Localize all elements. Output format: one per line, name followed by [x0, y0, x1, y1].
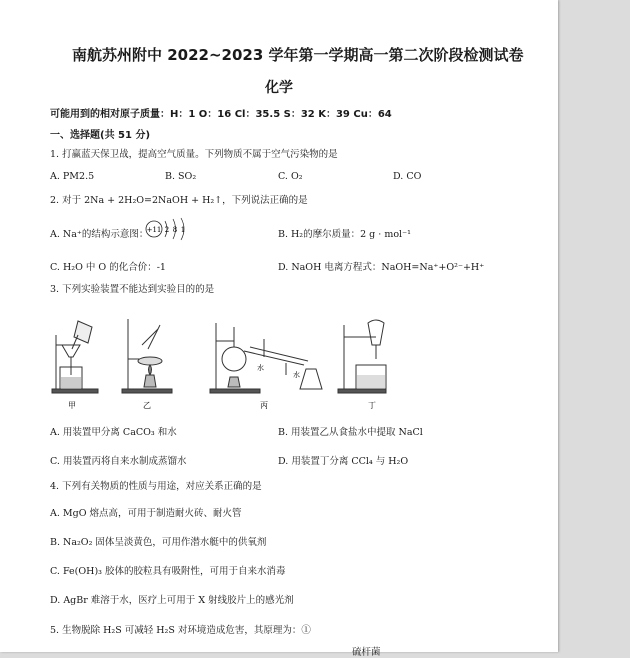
question-3-stem: 3. 下列实验装置不能达到实验目的的是: [50, 284, 215, 295]
question-2-option-d: D. NaOH 电离方程式：NaOH=Na⁺+O²⁻+H⁺: [278, 262, 485, 273]
question-2-option-c: C. H₂O 中 O 的化合价：-1: [50, 262, 166, 273]
shell-electrons-2: 8: [172, 226, 178, 234]
apparatus-jia: [52, 321, 98, 393]
water-label-2: 水: [293, 371, 300, 379]
shell-electrons-3: 1: [180, 226, 186, 234]
lab-apparatus-figure: [50, 305, 390, 413]
question-3-option-b: B. 用装置乙从食盐水中提取 NaCl: [278, 427, 423, 438]
question-1-option-a: A. PM2.5: [50, 171, 95, 182]
section-heading: 一、选择题(共 51 分): [50, 130, 151, 141]
question-1-option-c: C. O₂: [278, 171, 303, 182]
label-jia: 甲: [68, 401, 76, 410]
question-4-stem: 4. 下列有关物质的性质与用途，对应关系正确的是: [50, 481, 262, 492]
question-2-option-b: B. H₂的摩尔质量：2 g · mol⁻¹: [278, 229, 411, 240]
question-3-option-d: D. 用装置丁分离 CCl₄ 与 H₂O: [278, 456, 409, 467]
apparatus-bing: [210, 323, 322, 393]
question-1-option-b: B. SO₂: [165, 171, 197, 182]
question-4-option-c: C. Fe(OH)₃ 胶体的胶粒具有吸附性，可用于自来水消毒: [50, 566, 286, 577]
question-3-option-c: C. 用装置丙将自来水制成蒸馏水: [50, 456, 187, 467]
shell-electrons-1: 2: [164, 226, 170, 234]
nucleus-charge: +11: [146, 226, 162, 234]
water-label-1: 水: [257, 364, 264, 372]
question-5-continuation: 硫杆菌: [352, 647, 381, 658]
apparatus-yi: [122, 319, 172, 393]
question-2-option-a: A. Na⁺的结构示意图：: [50, 229, 149, 240]
question-1-stem: 1. 打赢蓝天保卫战，提高空气质量。下列物质不属于空气污染物的是: [50, 149, 338, 160]
question-3-option-a: A. 用装置甲分离 CaCO₃ 和水: [50, 427, 177, 438]
question-4-option-d: D. AgBr 难溶于水，医疗上可用于 X 射线胶片上的感光剂: [50, 595, 294, 606]
label-bing: 丙: [260, 401, 268, 410]
question-1-option-d: D. CO: [393, 171, 422, 182]
question-4-option-b: B. Na₂O₂ 固体呈淡黄色，可用作潜水艇中的供氧剂: [50, 537, 267, 548]
exam-title: 南航苏州附中 2022~2023 学年第一学期高一第二次阶段检测试卷: [72, 46, 524, 64]
question-4-option-a: A. MgO 熔点高，可用于制造耐火砖、耐火管: [50, 508, 242, 519]
bohr-diagram: [143, 215, 191, 243]
question-2-stem: 2. 对于 2Na + 2H₂O=2NaOH + H₂↑，下列说法正确的是: [50, 195, 308, 206]
label-yi: 乙: [143, 401, 151, 410]
subject-title: 化学: [265, 80, 293, 96]
label-ding: 丁: [368, 401, 376, 410]
atomic-masses: 可能用到的相对原子质量：H：1 O：16 Cl：35.5 S：32 K：39 Cu：64: [50, 109, 392, 120]
question-5-stem: 5. 生物脱除 H₂S 可减轻 H₂S 对环境造成危害，其原理为：①: [50, 625, 311, 636]
apparatus-ding: [338, 320, 386, 393]
